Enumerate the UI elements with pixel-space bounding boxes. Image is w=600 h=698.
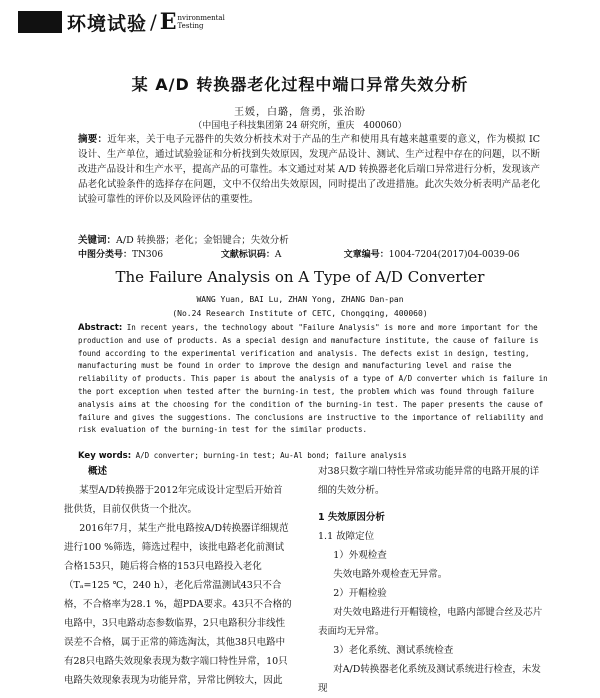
journal-title-en-line2: Testing [177,22,204,30]
article-number [344,247,520,260]
abstract-cn [78,132,540,207]
keywords-en-text: A/D converter; burning-in test; Au-Al bond; failure analysis [135,451,407,460]
abstract-en-label: Abstract: [78,323,123,333]
body-right-column [318,462,546,698]
header-slash: / [150,10,157,34]
header-black-block [18,11,62,33]
overview-paragraph-1: 某型A/D转换器于2012年完成设计定型后开始首批供货，目前仅供货一个批次。 [64,485,283,515]
abstract-cn-label: 摘要： [78,134,108,145]
article-number-value: 1004-7204(2017)04-0039-06 [388,250,520,260]
abstract-en [78,322,548,437]
item-3-text: 对A/D转换器老化系统及测试系统进行检查，未发现 [318,664,541,694]
keywords-en-label: Key words: [78,451,132,461]
item-1-text: 失效电路外观检查无异常。 [333,569,448,580]
journal-title-en [178,14,225,30]
item-3-heading: 3）老化系统、测试系统检查 [333,645,454,656]
item-2-text: 对失效电路进行开帽镜检，电路内部键合丝及芯片表面均无异常。 [318,607,543,637]
classification-row [78,247,548,260]
journal-title-en-line1: nvironmental [177,14,225,22]
keywords-en [78,451,548,461]
doc-code-value: A [274,250,282,260]
paper-title-cn: 某 A/D 转换器老化过程中端口异常失效分析 [131,75,469,94]
spacer [318,500,546,508]
clc-number [78,247,218,260]
section-overview-heading: 概述 [88,466,108,477]
item-1-heading: 1）外观检查 [333,550,387,561]
keywords-cn-label: 关键词： [78,235,117,246]
authors-en: WANG Yuan, BAI Lu, ZHAN Yong, ZHANG Dan-pan [196,295,404,304]
keywords-cn [78,232,289,246]
journal-title-cn: 环境试验 [67,12,148,35]
body-left-column [64,462,292,690]
article-number-label: 文章编号： [343,250,389,260]
item-2-heading: 2）开帽检验 [333,588,387,599]
affiliation-cn: （中国电子科技集团第 24 研究所，重庆 400060） [193,121,407,131]
section-1-heading: 1 失效原因分析 [318,512,385,523]
abstract-cn-text: 近年来，关于电子元器件的失效分析技术对于产品的生产和使用具有越来越重要的意义，作为模拟 IC 设计、生产单位，通过试验验证和分析找到失效原因，发现产品设计、测试、生产过程中存在的问题，以不断改进产品设计和生产水平，提高产品的可靠性。本文通过对某 A/D 转换器老化后端口异常进行分析，发现该产品老化试验条件的选择存在问题，文中不仅给出失效原因，同时提出了改进措施。此次失效分析表明产品老化试验可靠性的评价以及风险评估的重要性。 [78,134,540,205]
authors-cn: 王媛，白璐，詹勇，张治盼 [234,107,366,118]
clc-value: TN306 [132,250,164,260]
document-code [221,247,341,260]
clc-label: 中图分类号： [78,250,133,260]
right-paragraph-continued: 对38只数字端口特性异常或功能异常的电路开展的详细的失效分析。 [318,466,540,496]
overview-paragraph-2: 2016年7月，某生产批电路按A/D转换器详细规范进行100 %筛选，筛选过程中，该批电路老化前测试合格153只，随后将合格的153只电路投入老化（Tₐ=125 ℃，240 h），老化后常温测试43只不合格，不合格率为28.1 %，超PDA要求。43只不合格的电路中，3只电路动态参数临界，2只电路积分非线性误差不合格，属于正常的筛选淘汰，其他38只电路中有28只电路失效现象表现为数字端口特性异常，10只电路失效现象表现为功能异常，异常比例较大，因此 [64,523,292,686]
abstract-en-text: In recent years, the technology about "Failure Analysis" is more and more important for the production and use of products. As a special design and manufacture institute, the cause of failure is found according to the experimental verification and analysis. The defects exist in design, testing, manufacturing must be found in order to improve the design and manufacturing level and raise the reliability of products. This paper is about the analysis of a type of A/D converter which is failure in the port exception when tested after the burning-in test, the problem which was found through failure analysis aims at the choosing for the condition of the burning-in test. The paper presents the cause of failure and gives the suggestions. The conclusions are instructive to the importance of reliability and risk evaluation of the burning-in test for the similar products. [78,323,548,435]
journal-header [18,8,225,36]
section-1-1-heading: 1.1 故障定位 [318,531,375,542]
journal-initial-e: E [159,9,177,35]
paper-title-en: The Failure Analysis on A Type of A/D Converter [115,268,485,286]
doc-code-label: 文献标识码： [220,250,275,260]
keywords-cn-text: A/D 转换器；老化；金铝键合；失效分析 [116,235,289,246]
affiliation-en: (No.24 Research Institute of CETC, Chongqing, 400060) [172,309,428,318]
